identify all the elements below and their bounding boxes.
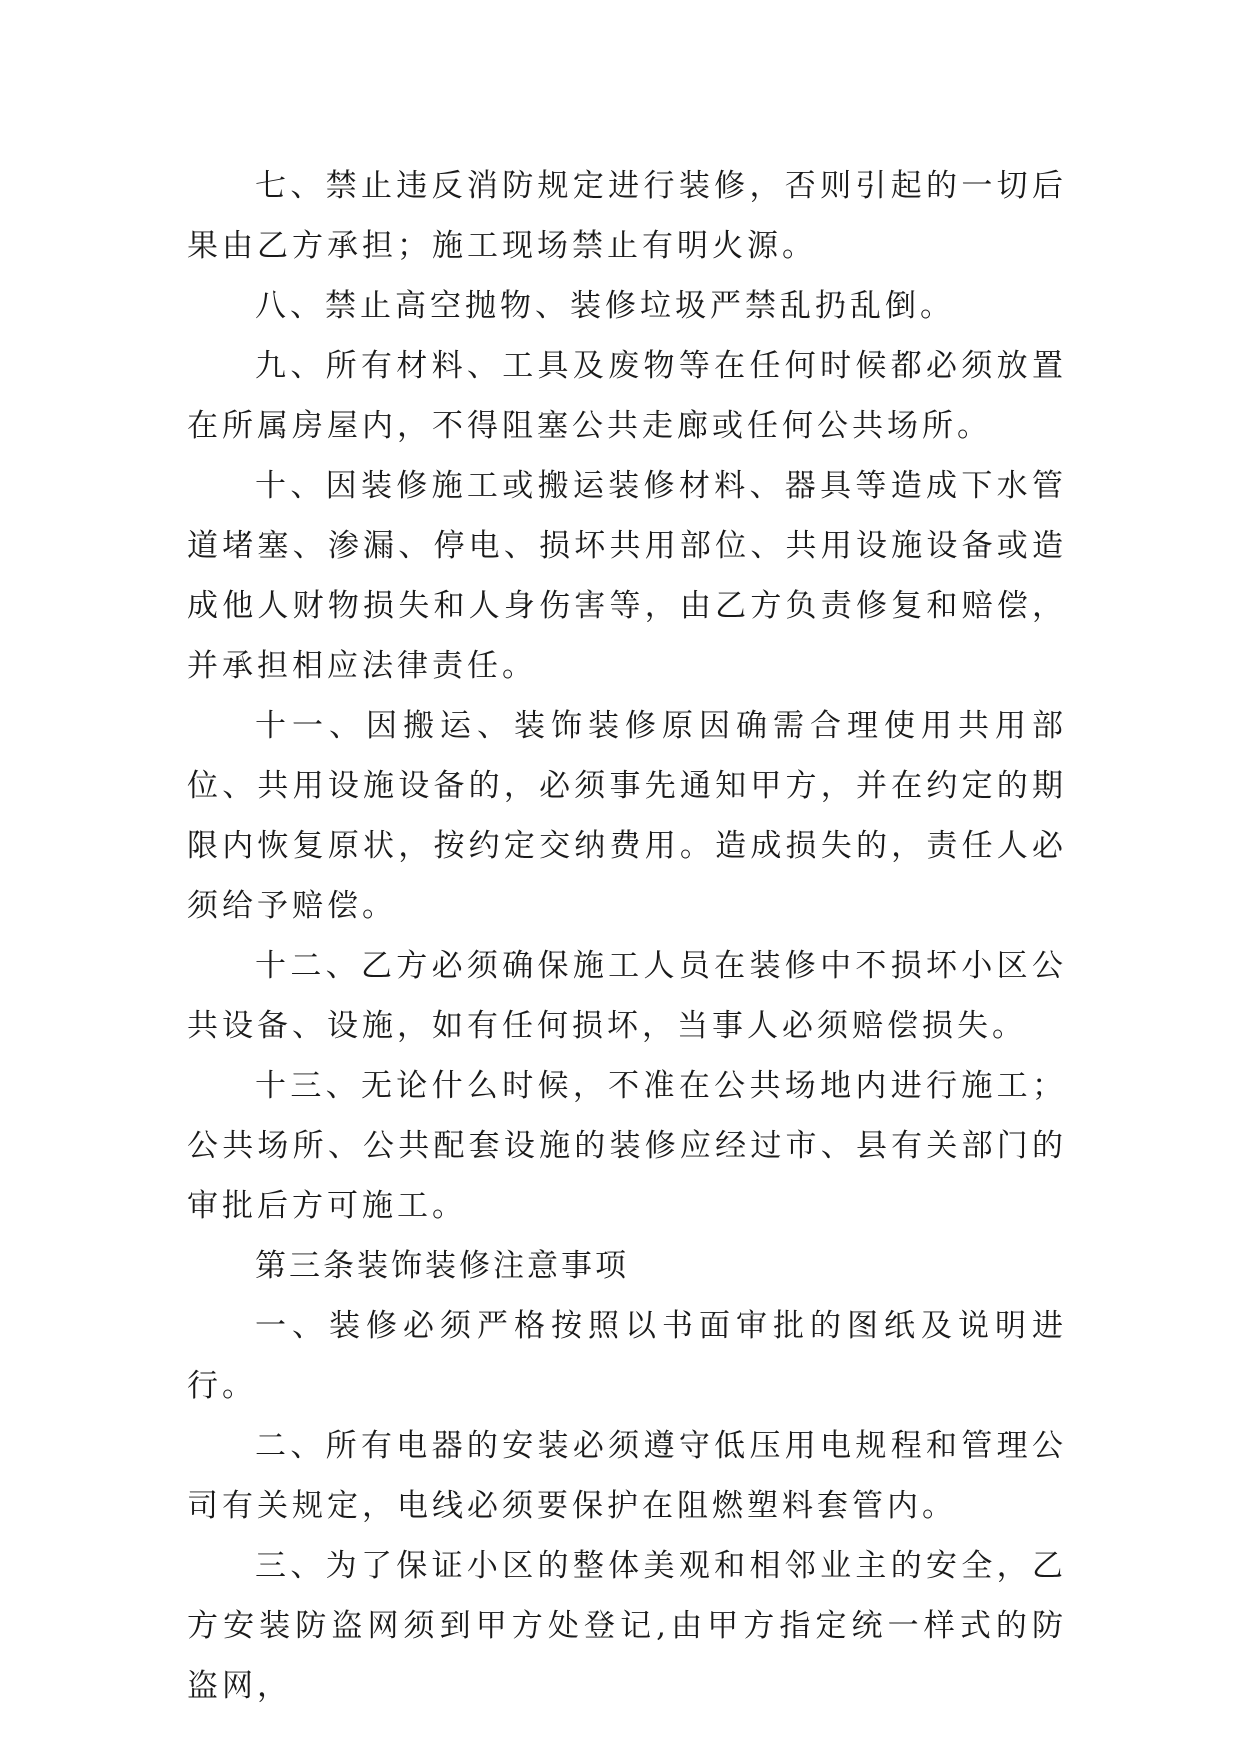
section-3-heading: 第三条装饰装修注意事项 [255, 1248, 629, 1284]
notice-3-paragraph: 三、为了保证小区的整体美观和相邻业主的安全，乙方安装防盗网须到甲方处登记,由甲方指定统一样式的防盗网， [187, 1548, 1067, 1704]
clause-13-paragraph: 十三、无论什么时候，不准在公共场地内进行施工；公共场所、公共配套设施的装修应经过市、县有关部门的审批后方可施工。 [187, 1068, 1067, 1224]
clause-9-paragraph: 九、所有材料、工具及废物等在任何时候都必须放置在所属房屋内，不得阻塞公共走廊或任何公共场所。 [187, 348, 1067, 444]
notice-1-paragraph: 一、装修必须严格按照以书面审批的图纸及说明进行。 [187, 1308, 1067, 1404]
clause-8-paragraph: 八、禁止高空抛物、装修垃圾严禁乱扔乱倒。 [255, 288, 955, 324]
clause-10-paragraph: 十、因装修施工或搬运装修材料、器具等造成下水管道堵塞、渗漏、停电、损坏共用部位、共用设施设备或造成他人财物损失和人身伤害等，由乙方负责修复和赔偿，并承担相应法律责任。 [187, 468, 1067, 684]
clause-11-paragraph: 十一、因搬运、装饰装修原因确需合理使用共用部位、共用设施设备的，必须事先通知甲方，并在约定的期限内恢复原状，按约定交纳费用。造成损失的，责任人必须给予赔偿。 [187, 708, 1067, 924]
notice-2-paragraph: 二、所有电器的安装必须遵守低压用电规程和管理公司有关规定，电线必须要保护在阻燃塑料套管内。 [187, 1428, 1067, 1524]
clause-12-paragraph: 十二、乙方必须确保施工人员在装修中不损坏小区公共设备、设施，如有任何损坏，当事人必须赔偿损失。 [187, 948, 1067, 1044]
document-body [187, 156, 1067, 1716]
clause-7-paragraph: 七、禁止违反消防规定进行装修，否则引起的一切后果由乙方承担；施工现场禁止有明火源。 [187, 168, 1067, 264]
